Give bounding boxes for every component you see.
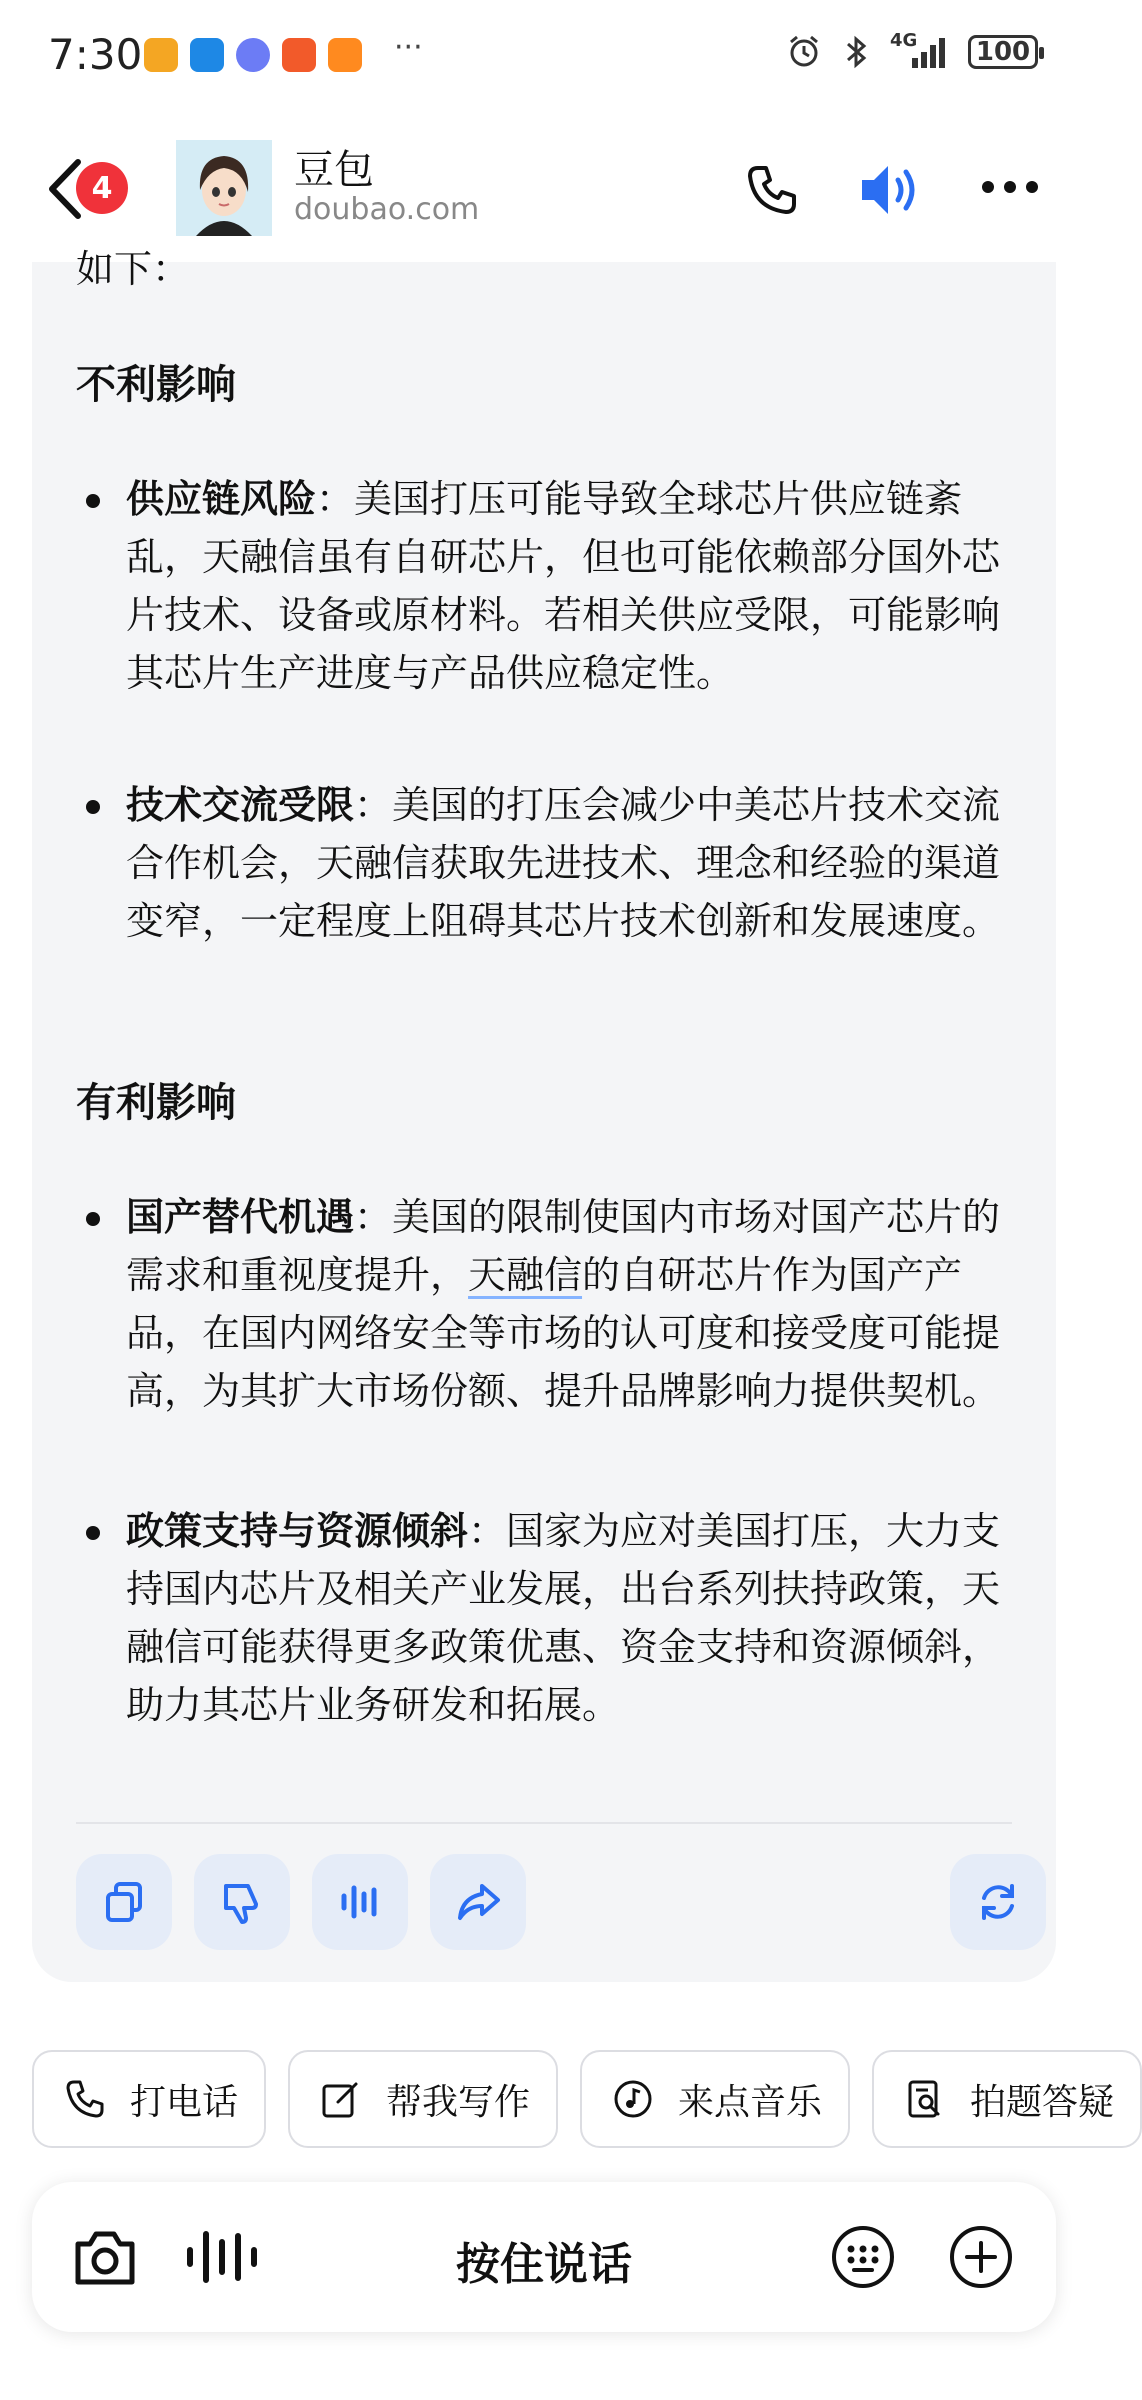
- share-icon: [454, 1878, 502, 1926]
- chip-label: 帮我写作: [386, 2081, 531, 2123]
- bullet-title: 供应链风险: [126, 477, 317, 521]
- bullet-title: 技术交流受限: [126, 783, 355, 827]
- edit-icon: [320, 2078, 362, 2120]
- message-actions: [76, 1854, 1016, 1950]
- avatar[interactable]: [176, 140, 272, 236]
- message-content: [76, 247, 1016, 1802]
- alarm-icon: [786, 34, 822, 70]
- regenerate-button[interactable]: [950, 1854, 1046, 1950]
- notification-icons: [144, 38, 362, 72]
- bullet-text: ：美国的限制使国内市场对国产芯片的需求和重视度提升，: [126, 1195, 1001, 1297]
- music-app-icon: [236, 38, 270, 72]
- dislike-button[interactable]: [194, 1854, 290, 1950]
- quick-action-chips: [32, 2050, 1115, 2150]
- partial-text-line: 如下：: [76, 247, 191, 291]
- status-time: 7:30: [48, 30, 143, 79]
- chip-help-write[interactable]: [288, 2050, 558, 2148]
- unread-badge: 4: [76, 162, 128, 214]
- more-options-icon[interactable]: [980, 172, 1040, 202]
- bullet-text: ：美国打压可能导致全球芯片供应链紊乱，天融信虽有自研芯片，但也可能依赖部分国外芯片技术、设备或原材料。若相关供应受限，可能影响其芯片生产进度与产品供应稳定性。: [126, 477, 1001, 695]
- bullet-text: ：美国的打压会减少中美芯片技术交流合作机会，天融信获取先进技术、理念和经验的渠道变窄，一定程度上阻碍其芯片技术创新和发展速度。: [126, 783, 1001, 943]
- bullet-text: 的自研芯片作为国产产品，在国内网络安全等市场的认可度和接受度可能提高，为其扩大市场份额、提升品牌影响力提供契机。: [126, 1253, 1001, 1413]
- chip-phone-call[interactable]: [32, 2050, 266, 2148]
- bullet-dot: [86, 1212, 100, 1226]
- phone-icon: [64, 2078, 106, 2120]
- chip-label: 拍题答疑: [970, 2081, 1115, 2123]
- status-bar: [0, 0, 1088, 112]
- bluetooth-icon: [838, 34, 874, 70]
- section-heading-unfavorable: 不利影响: [76, 362, 236, 408]
- battery-icon: 100: [968, 35, 1038, 69]
- hold-to-talk-button[interactable]: 按住说话: [456, 2239, 632, 2290]
- refresh-icon: [974, 1878, 1022, 1926]
- message-card: [32, 247, 1056, 1982]
- section-heading-favorable: 有利影响: [76, 1080, 236, 1126]
- chat-title: 豆包: [294, 147, 374, 193]
- video-app-icon: [328, 38, 362, 72]
- music-icon: [612, 2078, 654, 2120]
- chip-photo-question[interactable]: [872, 2050, 1142, 2148]
- more-notifications-icon: ···: [394, 30, 423, 65]
- signal-icon: 4G: [890, 34, 952, 70]
- scan-question-icon: [904, 2078, 946, 2120]
- read-aloud-button[interactable]: [312, 1854, 408, 1950]
- share-button[interactable]: [430, 1854, 526, 1950]
- bullet-text: ：国家为应对美国打压，大力支持国内芯片及相关产业发展，出台系列扶持政策，天融信可能获得更多政策优惠、资金支持和资源倾斜，助力其芯片业务研发和拓展。: [126, 1509, 1001, 1727]
- weather-app-icon: [190, 38, 224, 72]
- chip-music[interactable]: [580, 2050, 850, 2148]
- keyboard-icon[interactable]: [830, 2224, 896, 2290]
- input-bar: [32, 2182, 1056, 2332]
- add-icon[interactable]: [948, 2224, 1014, 2290]
- bullet-dot: [86, 800, 100, 814]
- entity-link[interactable]: 天融信: [468, 1253, 583, 1297]
- divider: [76, 1822, 1012, 1824]
- thumbs-down-icon: [218, 1878, 266, 1926]
- chip-label: 打电话: [130, 2081, 239, 2123]
- phone-call-icon[interactable]: [744, 162, 800, 218]
- chip-label: 来点音乐: [678, 2081, 823, 2123]
- copy-button[interactable]: [76, 1854, 172, 1950]
- copy-icon: [100, 1878, 148, 1926]
- sound-wave-icon: [336, 1878, 384, 1926]
- chat-subtitle: doubao.com: [294, 192, 480, 227]
- bullet-dot: [86, 494, 100, 508]
- bullet-title: 政策支持与资源倾斜: [126, 1509, 469, 1553]
- speaker-icon[interactable]: [858, 160, 922, 220]
- app-notification-icon: [282, 38, 316, 72]
- bullet-title: 国产替代机遇: [126, 1195, 355, 1239]
- app-notification-icon: [144, 38, 178, 72]
- bullet-dot: [86, 1526, 100, 1540]
